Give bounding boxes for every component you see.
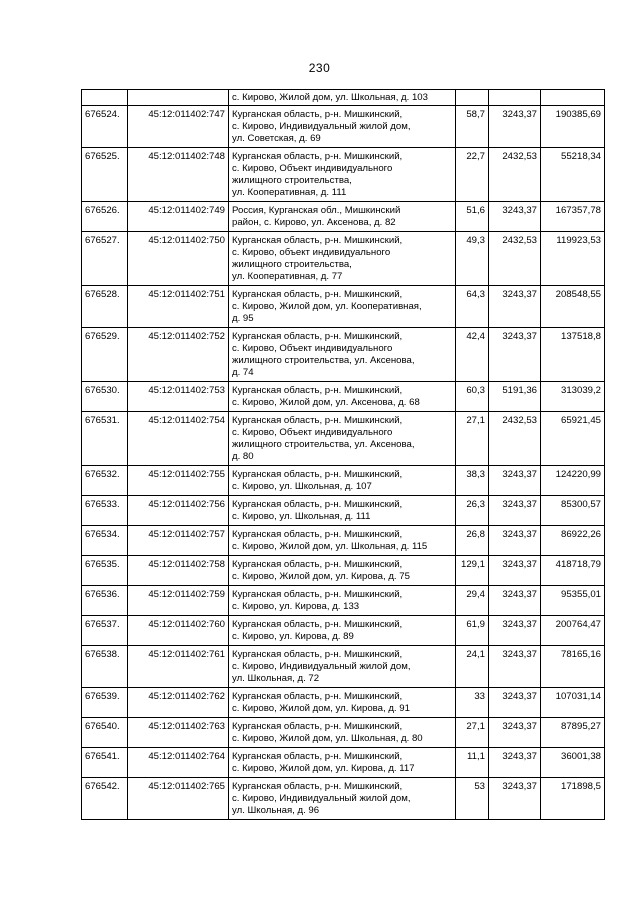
row-number-cell: 676535. [82, 556, 128, 586]
rate-cell [489, 90, 541, 106]
rate-cell: 3243,37 [489, 286, 541, 328]
cadastral-value-cell: 55218,34 [541, 148, 605, 202]
table-row [82, 328, 605, 382]
cadastral-number-cell: 45:12:011402:748 [128, 148, 229, 202]
cadastral-number-cell: 45:12:011402:747 [128, 106, 229, 148]
row-number-cell: 676529. [82, 328, 128, 382]
table-row [82, 496, 605, 526]
table-row [82, 718, 605, 748]
area-cell: 27,1 [456, 412, 489, 466]
cadastral-value-cell: 85300,57 [541, 496, 605, 526]
address-cell: Курганская область, р-н. Мишкинский, с. Кирово, ул. Кирова, д. 89 [229, 616, 456, 646]
area-cell: 42,4 [456, 328, 489, 382]
rate-cell: 3243,37 [489, 586, 541, 616]
rate-cell: 3243,37 [489, 466, 541, 496]
address-cell: Курганская область, р-н. Мишкинский, с. Кирово, ул. Школьная, д. 111 [229, 496, 456, 526]
rate-cell: 3243,37 [489, 106, 541, 148]
table-row [82, 526, 605, 556]
area-cell: 38,3 [456, 466, 489, 496]
cadastral-value-cell: 200764,47 [541, 616, 605, 646]
row-number-cell: 676536. [82, 586, 128, 616]
rate-cell: 3243,37 [489, 556, 541, 586]
row-number-cell: 676532. [82, 466, 128, 496]
address-cell: Курганская область, р-н. Мишкинский, с. Кирово, Объект индивидуального жилищного строительства, ул. Аксенова, д. 74 [229, 328, 456, 382]
row-number-cell: 676540. [82, 718, 128, 748]
row-number-cell: 676538. [82, 646, 128, 688]
area-cell: 22,7 [456, 148, 489, 202]
rate-cell: 3243,37 [489, 718, 541, 748]
table-row [82, 286, 605, 328]
area-cell: 129,1 [456, 556, 489, 586]
row-number-cell: 676526. [82, 202, 128, 232]
row-number-cell: 676524. [82, 106, 128, 148]
rate-cell: 2432,53 [489, 412, 541, 466]
cadastral-number-cell: 45:12:011402:764 [128, 748, 229, 778]
cadastral-value-cell: 171898,5 [541, 778, 605, 820]
rate-cell: 3243,37 [489, 328, 541, 382]
cadastral-number-cell: 45:12:011402:765 [128, 778, 229, 820]
cadastral-value-cell: 95355,01 [541, 586, 605, 616]
area-cell: 60,3 [456, 382, 489, 412]
cadastral-number-cell: 45:12:011402:755 [128, 466, 229, 496]
rate-cell: 2432,53 [489, 232, 541, 286]
table-row [82, 106, 605, 148]
area-cell: 53 [456, 778, 489, 820]
address-cell: Курганская область, р-н. Мишкинский, с. Кирово, Индивидуальный жилой дом, ул. Советская, д. 69 [229, 106, 456, 148]
table-row [82, 382, 605, 412]
cadastral-value-cell: 87895,27 [541, 718, 605, 748]
cadastral-number-cell: 45:12:011402:753 [128, 382, 229, 412]
cadastral-number-cell: 45:12:011402:757 [128, 526, 229, 556]
table-row [82, 616, 605, 646]
cadastral-number-cell: 45:12:011402:754 [128, 412, 229, 466]
area-cell: 29,4 [456, 586, 489, 616]
cadastral-number-cell: 45:12:011402:759 [128, 586, 229, 616]
table-row [82, 646, 605, 688]
rate-cell: 3243,37 [489, 778, 541, 820]
address-cell: Курганская область, р-н. Мишкинский, с. Кирово, ул. Кирова, д. 133 [229, 586, 456, 616]
row-number-cell: 676542. [82, 778, 128, 820]
cadastral-number-cell: 45:12:011402:761 [128, 646, 229, 688]
area-cell: 24,1 [456, 646, 489, 688]
cadastral-value-cell: 313039,2 [541, 382, 605, 412]
address-cell: Курганская область, р-н. Мишкинский, с. Кирово, Жилой дом, ул. Аксенова, д. 68 [229, 382, 456, 412]
address-cell: Курганская область, р-н. Мишкинский, с. Кирово, Объект индивидуального жилищного строительства, ул. Аксенова, д. 80 [229, 412, 456, 466]
row-number-cell: 676534. [82, 526, 128, 556]
area-cell: 33 [456, 688, 489, 718]
row-number-cell: 676528. [82, 286, 128, 328]
page-number: 230 [308, 61, 331, 75]
address-cell: Курганская область, р-н. Мишкинский, с. Кирово, Жилой дом, ул. Кирова, д. 91 [229, 688, 456, 718]
table-row [82, 688, 605, 718]
area-cell: 58,7 [456, 106, 489, 148]
table-row-continuation [82, 90, 605, 106]
cadastral-value-cell: 107031,14 [541, 688, 605, 718]
rate-cell: 3243,37 [489, 616, 541, 646]
area-cell: 49,3 [456, 232, 489, 286]
row-number-cell: 676531. [82, 412, 128, 466]
address-cell: Курганская область, р-н. Мишкинский, с. Кирово, Жилой дом, ул. Кооперативная, д. 95 [229, 286, 456, 328]
row-number-cell: 676541. [82, 748, 128, 778]
area-cell: 27,1 [456, 718, 489, 748]
property-registry-table [81, 89, 605, 820]
rate-cell: 5191,36 [489, 382, 541, 412]
cadastral-value-cell: 190385,69 [541, 106, 605, 148]
table-row [82, 556, 605, 586]
row-number-cell: 676539. [82, 688, 128, 718]
cadastral-number-cell: 45:12:011402:752 [128, 328, 229, 382]
table-row [82, 748, 605, 778]
table-row [82, 586, 605, 616]
area-cell: 26,8 [456, 526, 489, 556]
area-cell: 11,1 [456, 748, 489, 778]
area-cell: 64,3 [456, 286, 489, 328]
table-row [82, 232, 605, 286]
cadastral-number-cell [128, 90, 229, 106]
cadastral-value-cell [541, 90, 605, 106]
cadastral-number-cell: 45:12:011402:758 [128, 556, 229, 586]
cadastral-value-cell: 167357,78 [541, 202, 605, 232]
address-cell: с. Кирово, Жилой дом, ул. Школьная, д. 103 [229, 90, 456, 106]
cadastral-value-cell: 119923,53 [541, 232, 605, 286]
cadastral-number-cell: 45:12:011402:750 [128, 232, 229, 286]
address-cell: Курганская область, р-н. Мишкинский, с. Кирово, Жилой дом, ул. Школьная, д. 115 [229, 526, 456, 556]
row-number-cell: 676527. [82, 232, 128, 286]
row-number-cell: 676537. [82, 616, 128, 646]
cadastral-number-cell: 45:12:011402:760 [128, 616, 229, 646]
cadastral-value-cell: 36001,38 [541, 748, 605, 778]
row-number-cell: 676525. [82, 148, 128, 202]
rate-cell: 3243,37 [489, 748, 541, 778]
row-number-cell: 676533. [82, 496, 128, 526]
table-row [82, 778, 605, 820]
address-cell: Курганская область, р-н. Мишкинский, с. Кирово, Жилой дом, ул. Кирова, д. 117 [229, 748, 456, 778]
address-cell: Курганская область, р-н. Мишкинский, с. Кирово, Жилой дом, ул. Школьная, д. 80 [229, 718, 456, 748]
cadastral-value-cell: 208548,55 [541, 286, 605, 328]
rate-cell: 3243,37 [489, 688, 541, 718]
rate-cell: 3243,37 [489, 496, 541, 526]
cadastral-value-cell: 78165,16 [541, 646, 605, 688]
area-cell: 61,9 [456, 616, 489, 646]
cadastral-value-cell: 124220,99 [541, 466, 605, 496]
address-cell: Курганская область, р-н. Мишкинский, с. Кирово, Индивидуальный жилой дом, ул. Школьная, д. 72 [229, 646, 456, 688]
cadastral-value-cell: 86922,26 [541, 526, 605, 556]
rate-cell: 2432,53 [489, 148, 541, 202]
rate-cell: 3243,37 [489, 526, 541, 556]
cadastral-value-cell: 65921,45 [541, 412, 605, 466]
row-number-cell [82, 90, 128, 106]
cadastral-number-cell: 45:12:011402:749 [128, 202, 229, 232]
table-row [82, 202, 605, 232]
address-cell: Курганская область, р-н. Мишкинский, с. Кирово, Жилой дом, ул. Кирова, д. 75 [229, 556, 456, 586]
rate-cell: 3243,37 [489, 202, 541, 232]
cadastral-value-cell: 418718,79 [541, 556, 605, 586]
row-number-cell: 676530. [82, 382, 128, 412]
address-cell: Курганская область, р-н. Мишкинский, с. Кирово, Объект индивидуального жилищного строительства, ул. Кооперативная, д. 111 [229, 148, 456, 202]
address-cell: Россия, Курганская обл., Мишкинский район, с. Кирово, ул. Аксенова, д. 82 [229, 202, 456, 232]
cadastral-value-cell: 137518,8 [541, 328, 605, 382]
address-cell: Курганская область, р-н. Мишкинский, с. Кирово, ул. Школьная, д. 107 [229, 466, 456, 496]
table-row [82, 412, 605, 466]
cadastral-number-cell: 45:12:011402:751 [128, 286, 229, 328]
cadastral-number-cell: 45:12:011402:763 [128, 718, 229, 748]
area-cell: 26,3 [456, 496, 489, 526]
table-row [82, 466, 605, 496]
cadastral-number-cell: 45:12:011402:762 [128, 688, 229, 718]
area-cell [456, 90, 489, 106]
address-cell: Курганская область, р-н. Мишкинский, с. Кирово, объект индивидуального жилищного строительства, ул. Кооперативная, д. 77 [229, 232, 456, 286]
registry-body [82, 90, 605, 820]
cadastral-number-cell: 45:12:011402:756 [128, 496, 229, 526]
area-cell: 51,6 [456, 202, 489, 232]
address-cell: Курганская область, р-н. Мишкинский, с. Кирово, Индивидуальный жилой дом, ул. Школьная, д. 96 [229, 778, 456, 820]
rate-cell: 3243,37 [489, 646, 541, 688]
table-row [82, 148, 605, 202]
